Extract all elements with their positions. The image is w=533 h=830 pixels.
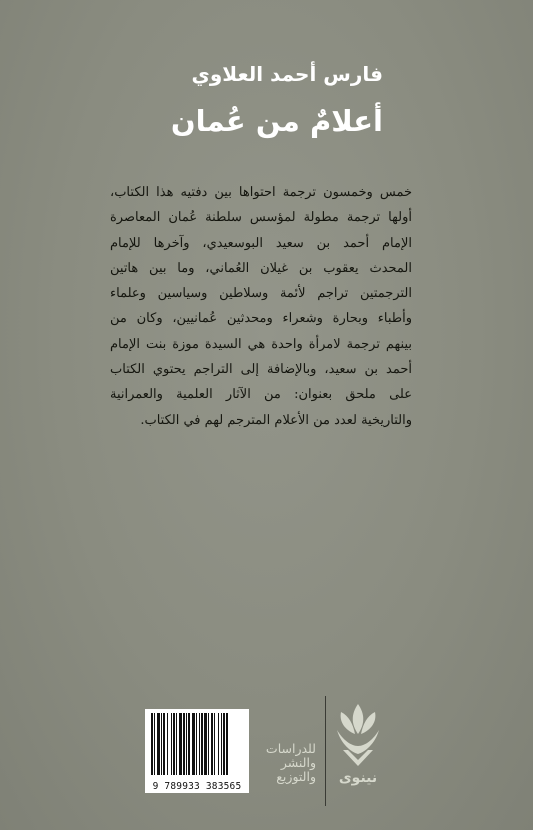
publisher-divider (325, 696, 326, 806)
blurb-line: على ملحق بعنوان: من الآثار العلمية والعمرانية (110, 387, 412, 403)
barcode-number: 9 789933 383565 (152, 781, 242, 792)
blurb-line: الترجمتين تراجم لأئمة وسلاطين وسياسين وعلماء (110, 286, 412, 302)
blurb-line: أحمد بن سعيد، وبالإضافة إلى التراجم يحتوي الكتاب (110, 362, 412, 378)
publisher-tagline-line: والنشر (280, 755, 316, 770)
barcode-bars (147, 713, 247, 775)
blurb-line: وأطباء وبحارة وشعراء ومحدثين عُمانيين، وكان من (110, 311, 412, 327)
author-name: فارس أحمد العلاوي (191, 62, 383, 86)
blurb-line: الإمام أحمد بن سعيد البوسعيدي، وآخرها للإمام (110, 235, 412, 251)
blurb-line: خمس وخمسون ترجمة احتواها بين دفتيه هذا الكتاب، (110, 185, 412, 200)
book-title: أعلامٌ من عُمان (170, 104, 383, 138)
publisher-tagline-line: والتوزيع (276, 769, 316, 784)
publisher-tagline-line: للدراسات (265, 741, 316, 756)
blurb-line: بينهم ترجمة لامرأة واحدة هي السيدة موزة بنت الإمام (110, 336, 412, 352)
publisher-tagline (266, 742, 316, 784)
publisher-name: نينوى (338, 770, 378, 786)
blurb-text (110, 180, 412, 433)
blurb-line: أولها ترجمة مطولة لمؤسس سلطنة عُمان المعاصرة (110, 210, 412, 226)
blurb-line: والتاريخية لعدد من الأعلام المترجم لهم في الكتاب. (140, 412, 412, 428)
isbn-barcode (145, 709, 249, 793)
blurb-line: المحدث يعقوب بن غيلان العُماني، وما بين هاتين (110, 260, 412, 276)
